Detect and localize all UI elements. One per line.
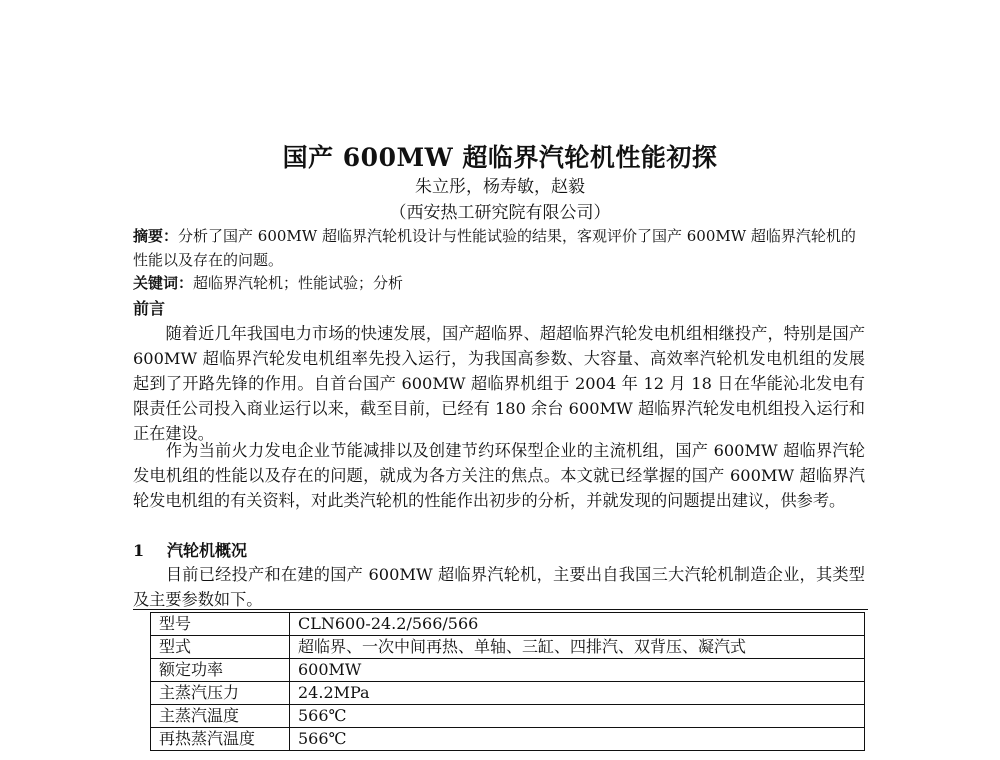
parameter-table [150, 612, 865, 751]
paragraph-text: 作为当前火力发电企业节能减排以及创建节约环保型企业的主流机组，国产 600MW 超临界汽轮发电机组的性能以及存在的问题，就成为各方关注的焦点。本文就已经掌握的国产 600MW 超临界汽轮发电机组的有关资料，对此类汽轮机的性能作出初步的分析，并就发现的问题提出建议，供参考。 [133, 441, 865, 510]
paragraph-text: 随着近几年我国电力市场的快速发展，国产超临界、超超临界汽轮发电机组相继投产，特别是国产 600MW 超临界汽轮发电机组率先投入运行，为我国高参数、大容量、高效率汽轮机发电机组的发展起到了开路先锋的作用。自首台国产 600MW 超临界机组于 2004 年 12 月 18 日在华能沁北发电有限责任公司投入商业运行以来，截至目前，已经有 180 余台 600MW 超临界汽轮发电机组投入运行和正在建设。 [133, 324, 866, 443]
table-value: 566℃ [290, 728, 865, 751]
table-row [151, 682, 865, 705]
table-value: 566℃ [290, 705, 865, 728]
table-value: 600MW [290, 659, 865, 682]
paragraph-text: 目前已经投产和在建的国产 600MW 超临界汽轮机，主要出自我国三大汽轮机制造企业，其类型及主要参数如下。 [133, 565, 865, 609]
abstract-text: 分析了国产 600MW 超临界汽轮机设计与性能试验的结果，客观评价了国产 600MW 超临界汽轮机的性能以及存在的问题。 [133, 227, 856, 269]
section-number: 1 [133, 541, 145, 560]
table-row [151, 659, 865, 682]
table-key: 主蒸汽压力 [151, 682, 290, 705]
intro-heading: 前言 [133, 299, 166, 318]
table-key: 额定功率 [151, 659, 290, 682]
section-1-heading [133, 538, 247, 561]
table-row [151, 705, 865, 728]
paragraph [133, 562, 865, 612]
affiliation: （西安热工研究院有限公司） [389, 203, 611, 223]
paper-title: 国产 600MW 超临界汽轮机性能初探 [282, 143, 718, 172]
table-key: 再热蒸汽温度 [151, 728, 290, 751]
table-key: 主蒸汽温度 [151, 705, 290, 728]
section-title: 汽轮机概况 [167, 541, 248, 560]
table-row [151, 636, 865, 659]
keywords-label: 关键词： [133, 274, 194, 292]
abstract [133, 224, 863, 272]
table-key: 型式 [151, 636, 290, 659]
keywords-text: 超临界汽轮机；性能试验；分析 [193, 274, 404, 292]
paragraph [133, 321, 865, 446]
abstract-label: 摘要： [133, 227, 179, 245]
paragraph [133, 438, 865, 513]
table-value: CLN600-24.2/566/566 [290, 613, 865, 636]
table-value: 超临界、一次中间再热、单轴、三缸、四排汽、双背压、凝汽式 [290, 636, 865, 659]
keywords [133, 272, 403, 293]
table-row [151, 613, 865, 636]
authors: 朱立彤，杨寿敏，赵毅 [415, 177, 585, 197]
table-top-rule [133, 609, 868, 610]
table-value: 24.2MPa [290, 682, 865, 705]
table-key: 型号 [151, 613, 290, 636]
table-row [151, 728, 865, 751]
